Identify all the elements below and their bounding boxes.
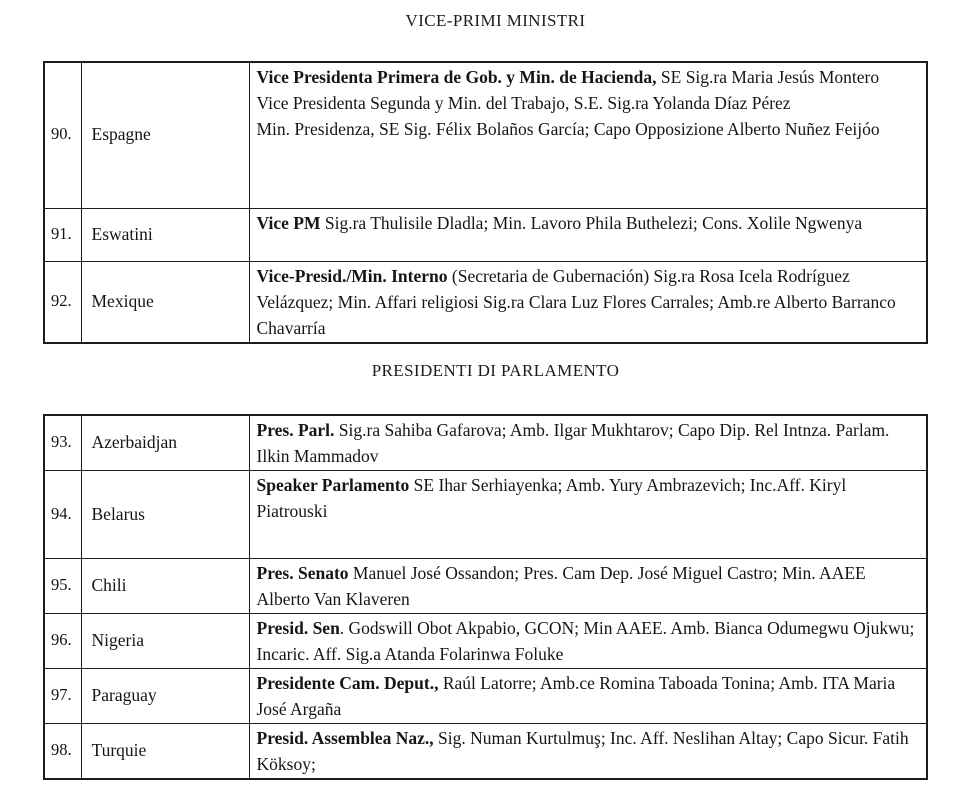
row-number: 98. bbox=[44, 724, 81, 780]
delegate-names-text: . Godswill Obot Akpabio, GCON; Min AAEE. Amb. Bianca Odumegwu Ojukwu; Incaric. Aff. Sig.a Atanda Folarinwa Foluke bbox=[256, 618, 915, 664]
description-paragraph bbox=[257, 725, 919, 777]
delegate-names-text: Raúl Latorre; Amb.ce Romina Taboada Tonina; Amb. ITA Maria José Argaña bbox=[256, 673, 896, 719]
country-name: Azerbaidjan bbox=[81, 415, 249, 471]
delegate-names-text: Sig. Numan Kurtulmuş; Inc. Aff. Neslihan Altay; Capo Sicur. Fatih Köksoy; bbox=[256, 728, 909, 774]
description-paragraph bbox=[257, 417, 919, 469]
country-name: Paraguay bbox=[81, 669, 249, 724]
delegate-names-text: (Secretaria de Gubernación) Sig.ra Rosa Icela Rodríguez Velázquez; Min. Affari religiosi Sig.ra Clara Luz Flores Carrales; Amb.re Alberto Barranco Chavarría bbox=[256, 265, 896, 338]
role-title-bold: Pres. Parl. bbox=[256, 420, 335, 440]
table-row bbox=[44, 669, 927, 724]
table-body bbox=[44, 415, 927, 779]
table-row bbox=[44, 62, 927, 208]
delegation-description bbox=[249, 559, 927, 614]
delegate-names-text: Manuel José Ossandon; Pres. Cam Dep. José Miguel Castro; Min. AAEE Alberto Van Klaveren bbox=[256, 563, 866, 609]
row-number: 96. bbox=[44, 614, 81, 669]
country-name: Chili bbox=[81, 559, 249, 614]
table-row bbox=[44, 471, 927, 559]
role-title-bold: Speaker Parlamento bbox=[256, 475, 410, 495]
row-number: 91. bbox=[44, 208, 81, 261]
table-row bbox=[44, 559, 927, 614]
country-name: Mexique bbox=[81, 261, 249, 343]
row-number: 93. bbox=[44, 415, 81, 471]
description-paragraph bbox=[257, 210, 919, 236]
role-title-bold: Vice Presidenta Primera de Gob. y Min. de Hacienda, bbox=[256, 67, 657, 87]
table-row bbox=[44, 415, 927, 471]
role-title-bold: Pres. Senato bbox=[256, 563, 349, 583]
table-body bbox=[44, 62, 927, 343]
delegate-names-text: SE Ihar Serhiayenka; Amb. Yury Ambrazevich; Inc.Aff. Kiryl Piatrouski bbox=[256, 475, 847, 521]
delegation-description bbox=[249, 62, 927, 208]
description-paragraph bbox=[257, 670, 919, 722]
delegation-description bbox=[249, 669, 927, 724]
country-name: Nigeria bbox=[81, 614, 249, 669]
delegation-description bbox=[249, 415, 927, 471]
country-name: Turquie bbox=[81, 724, 249, 780]
table-row bbox=[44, 724, 927, 780]
country-name: Belarus bbox=[81, 471, 249, 559]
description-paragraph bbox=[257, 90, 919, 116]
description-paragraph bbox=[257, 560, 919, 612]
delegate-names-text: Vice Presidenta Segunda y Min. del Trabajo, S.E. Sig.ra Yolanda Díaz Pérez bbox=[256, 93, 791, 113]
role-title-bold: Presidente Cam. Deput., bbox=[256, 673, 439, 693]
row-number: 95. bbox=[44, 559, 81, 614]
delegate-names-text: Sig.ra Sahiba Gafarova; Amb. Ilgar Mukhtarov; Capo Dip. Rel Intnza. Parlam. Ilkin Mammadov bbox=[256, 420, 890, 466]
country-name: Espagne bbox=[81, 62, 249, 208]
description-paragraph bbox=[257, 472, 919, 524]
table-row bbox=[44, 261, 927, 343]
row-number: 94. bbox=[44, 471, 81, 559]
table-row bbox=[44, 208, 927, 261]
delegation-description bbox=[249, 614, 927, 669]
row-number: 90. bbox=[44, 62, 81, 208]
role-title-bold: Presid. Assemblea Naz., bbox=[256, 728, 434, 748]
vice-primi-ministri-table bbox=[43, 61, 928, 344]
section-title-vice-primi-ministri: VICE-PRIMI MINISTRI bbox=[405, 11, 586, 30]
description-paragraph bbox=[257, 116, 919, 142]
presidenti-di-parlamento-table bbox=[43, 414, 928, 780]
description-paragraph bbox=[257, 615, 919, 667]
delegation-description bbox=[249, 261, 927, 343]
table-row bbox=[44, 614, 927, 669]
delegate-names-text: Sig.ra Thulisile Dladla; Min. Lavoro Phila Buthelezi; Cons. Xolile Ngwenya bbox=[320, 212, 863, 233]
section-title-presidenti-di-parlamento: PRESIDENTI DI PARLAMENTO bbox=[371, 361, 620, 380]
delegate-names-text: SE Sig.ra Maria Jesús Montero bbox=[656, 67, 880, 87]
role-title-bold: Vice PM bbox=[256, 212, 321, 233]
delegate-names-text: Min. Presidenza, SE Sig. Félix Bolaños García; Capo Opposizione Alberto Nuñez Feijóo bbox=[256, 119, 880, 139]
row-number: 97. bbox=[44, 669, 81, 724]
role-title-bold: Presid. Sen bbox=[256, 618, 340, 638]
description-paragraph bbox=[257, 64, 919, 90]
delegation-description bbox=[249, 471, 927, 559]
description-paragraph bbox=[257, 263, 919, 341]
row-number: 92. bbox=[44, 261, 81, 343]
country-name: Eswatini bbox=[81, 208, 249, 261]
role-title-bold: Vice-Presid./Min. Interno bbox=[256, 265, 448, 286]
delegation-description bbox=[249, 208, 927, 261]
delegation-description bbox=[249, 724, 927, 780]
